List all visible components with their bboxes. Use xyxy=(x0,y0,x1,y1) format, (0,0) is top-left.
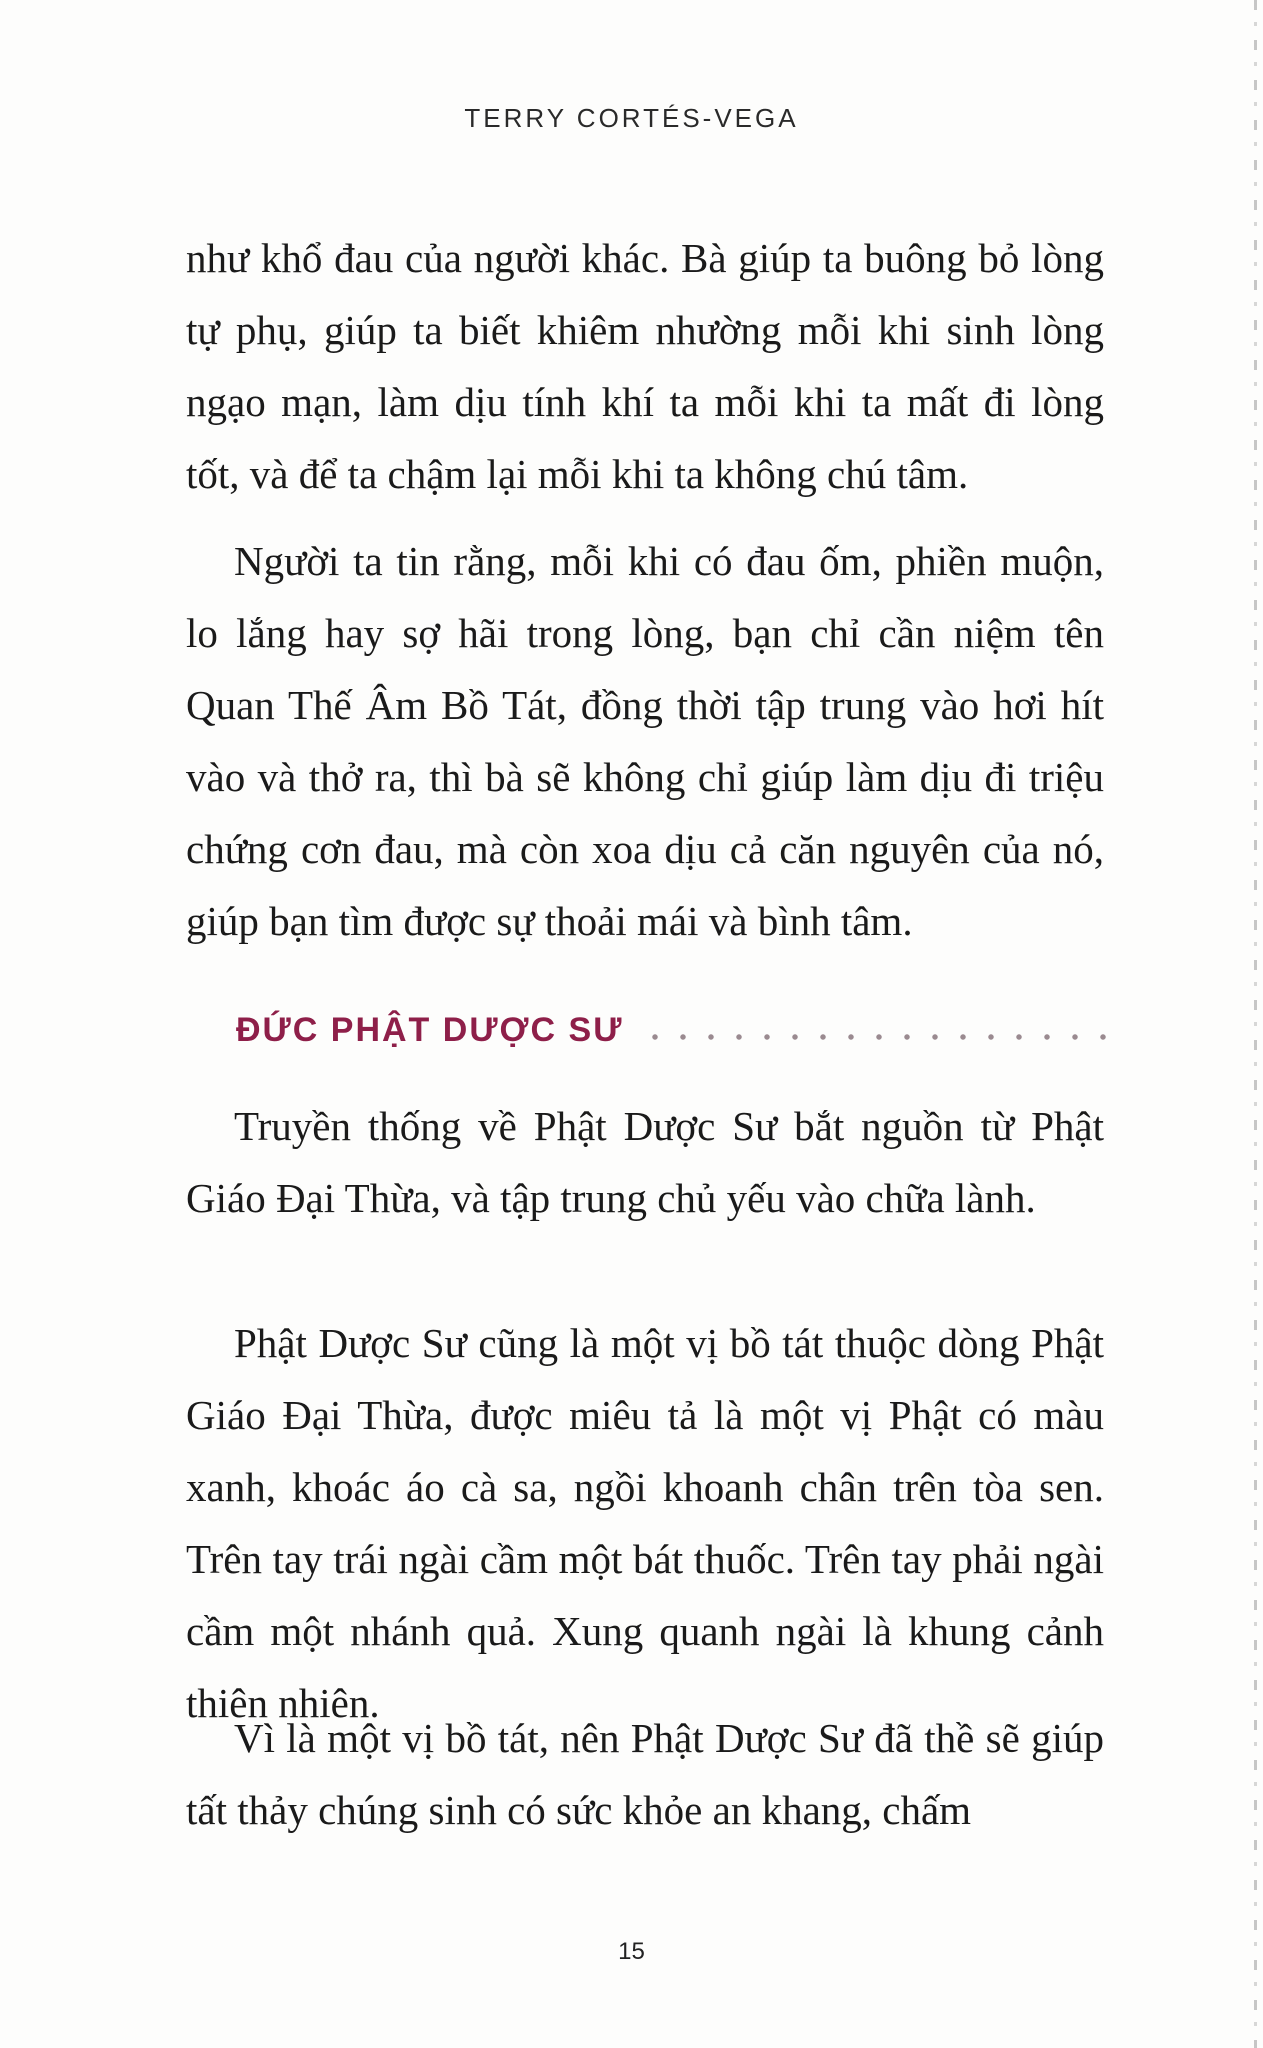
section-heading-row xyxy=(236,1000,1116,1060)
dotted-leader-decoration xyxy=(641,1032,1116,1042)
body-paragraph-1: như khổ đau của người khác. Bà giúp ta buông bỏ lòng tự phụ, giúp ta biết khiêm nhường mỗi khi sinh lòng ngạo mạn, làm dịu tính khí ta mỗi khi ta mất đi lòng tốt, và để ta chậm lại mỗi khi ta không chú tâm. xyxy=(186,235,1104,497)
page-number: 15 xyxy=(618,1938,645,1965)
scan-edge-decoration xyxy=(1254,0,1257,2048)
body-paragraph-5: Vì là một vị bồ tát, nên Phật Dược Sư đã thề sẽ giúp tất thảy chúng sinh có sức khỏe an khang, chấm xyxy=(186,1715,1104,1833)
body-paragraph-4: Phật Dược Sư cũng là một vị bồ tát thuộc dòng Phật Giáo Đại Thừa, được miêu tả là một vị Phật có màu xanh, khoác áo cà sa, ngồi khoanh chân trên tòa sen. Trên tay trái ngài cầm một bát thuốc. Trên tay phải ngài cầm một nhánh quả. Xung quanh ngài là khung cảnh thiên nhiên. xyxy=(186,1320,1104,1726)
body-paragraph-3: Truyền thống về Phật Dược Sư bắt nguồn từ Phật Giáo Đại Thừa, và tập trung chủ yếu vào chữa lành. xyxy=(186,1103,1104,1221)
running-head: TERRY CORTÉS-VEGA xyxy=(464,103,799,133)
body-paragraph-2: Người ta tin rằng, mỗi khi có đau ốm, phiền muộn, lo lắng hay sợ hãi trong lòng, bạn chỉ cần niệm tên Quan Thế Âm Bồ Tát, đồng thời tập trung vào hơi hít vào và thở ra, thì bà sẽ không chỉ giúp làm dịu đi triệu chứng cơn đau, mà còn xoa dịu cả căn nguyên của nó, giúp bạn tìm được sự thoải mái và bình tâm. xyxy=(186,538,1104,944)
section-heading: ĐỨC PHẬT DƯỢC SƯ xyxy=(236,1010,624,1049)
